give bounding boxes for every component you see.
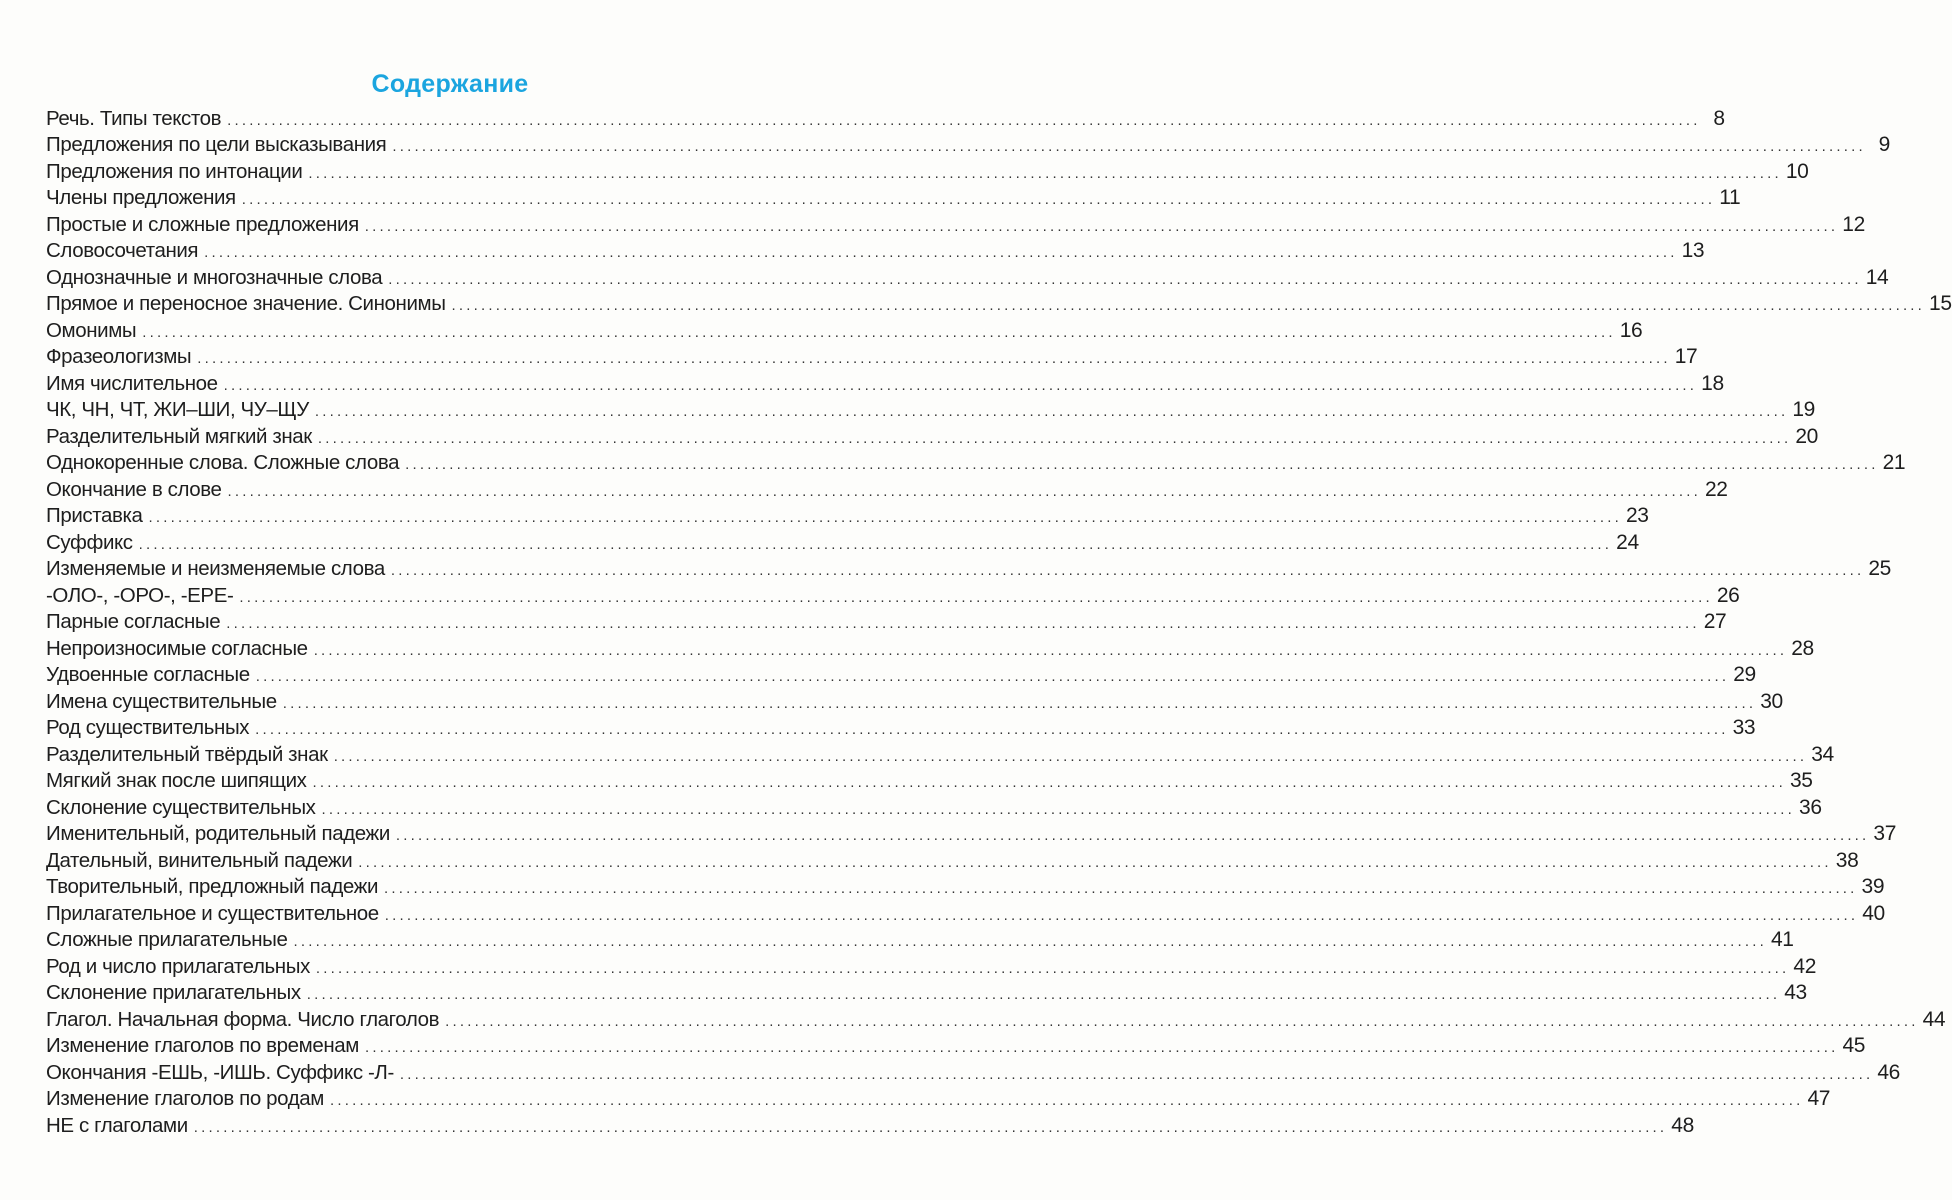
toc-entry-title: Омонимы <box>46 318 137 342</box>
dot-leader: ........................................................................................................................................................................................................ <box>364 217 1839 235</box>
toc-entry[interactable] <box>46 581 1740 608</box>
toc-entry-page: 17 <box>1674 345 1698 368</box>
toc-entry[interactable] <box>46 237 1705 264</box>
toc-entry-page: 24 <box>1616 530 1639 554</box>
toc-entry-page: 37 <box>1873 822 1896 845</box>
toc-entry[interactable] <box>46 608 1727 635</box>
toc-entry[interactable] <box>46 449 1906 476</box>
toc-entry-title: Предложения по интонации <box>46 159 303 183</box>
toc-entry-page: 9 <box>1878 133 1890 156</box>
toc-entry[interactable] <box>46 926 1794 953</box>
toc-entry-title: Дательный, винительный падежи <box>46 848 353 872</box>
dot-leader: ........................................................................................................................................................................................................ <box>392 138 1866 155</box>
toc-entry-title: Парные согласные <box>46 610 221 633</box>
toc-entry[interactable] <box>46 396 1815 423</box>
toc-entry[interactable] <box>46 131 1890 158</box>
dot-leader: ........................................................................................................................................................................................................ <box>239 588 1713 606</box>
toc-entry-title: Склонение существительных <box>46 795 316 819</box>
dot-leader: ........................................................................................................................................................................................................ <box>314 403 1789 420</box>
dot-leader: ........................................................................................................................................................................................................ <box>255 721 1729 738</box>
toc-entry-title: НЕ с глаголами <box>46 1113 188 1137</box>
dot-leader: ........................................................................................................................................................................................................ <box>142 323 1616 341</box>
toc-entry[interactable] <box>46 184 1741 211</box>
dot-leader: ........................................................................................................................................................................................................ <box>193 1118 1668 1136</box>
toc-entry-page: 30 <box>1760 689 1783 713</box>
toc-entry-title: Глагол. Начальная форма. Число глаголов <box>46 1007 440 1031</box>
toc-entry-title: Род и число прилагательных <box>46 954 310 978</box>
toc-entry-page: 11 <box>1719 186 1741 209</box>
toc-entry-title: Изменяемые и неизменяемые слова <box>46 557 385 580</box>
toc-entry[interactable] <box>46 316 1643 343</box>
dot-leader: ........................................................................................................................................................................................................ <box>384 906 1859 924</box>
dot-leader: ........................................................................................................................................................................................................ <box>405 456 1879 473</box>
toc-entry-title: Имя числительное <box>46 371 218 395</box>
toc-entry[interactable] <box>46 369 1724 396</box>
dot-leader: ........................................................................................................................................................................................................ <box>333 747 1808 765</box>
toc-entry-page: 23 <box>1626 504 1649 527</box>
toc-entry[interactable] <box>46 899 1885 926</box>
dot-leader: ........................................................................................................................................................................................................ <box>308 164 1782 182</box>
toc-entry[interactable] <box>46 979 1807 1006</box>
toc-entry[interactable] <box>46 1085 1831 1112</box>
dot-leader: ........................................................................................................................................................................................................ <box>329 1092 1804 1109</box>
toc-entry-page: 13 <box>1681 239 1705 262</box>
toc-entry-page: 15 <box>1929 292 1952 315</box>
toc-entry[interactable] <box>46 714 1756 741</box>
toc-entry-page: 29 <box>1733 663 1756 686</box>
dot-leader: ........................................................................................................................................................................................................ <box>321 800 1796 818</box>
dot-leader: ........................................................................................................................................................................................................ <box>384 880 1858 897</box>
toc-entry-page: 36 <box>1799 795 1822 819</box>
dot-leader: ........................................................................................................................................................................................................ <box>312 774 1786 791</box>
toc-entry[interactable] <box>46 740 1834 767</box>
toc-entry-page: 39 <box>1861 875 1885 898</box>
toc-entry[interactable] <box>46 767 1813 794</box>
toc-entry-page: 42 <box>1793 954 1816 978</box>
toc-entry-title: Фразеологизмы <box>46 345 192 368</box>
toc-entry-page: 44 <box>1922 1007 1946 1031</box>
toc-entry[interactable] <box>46 1058 1900 1085</box>
dot-leader: ........................................................................................................................................................................................................ <box>226 615 1700 632</box>
dot-leader: ........................................................................................................................................................................................................ <box>293 933 1768 950</box>
toc-entry-page: 33 <box>1732 716 1756 739</box>
toc-entry-page: 45 <box>1842 1034 1866 1057</box>
toc-entry-page: 41 <box>1771 928 1794 951</box>
toc-entry[interactable] <box>46 820 1896 847</box>
dot-leader: ........................................................................................................................................................................................................ <box>313 641 1788 659</box>
dot-leader: ........................................................................................................................................................................................................ <box>148 509 1623 526</box>
toc-entry-title: ЧК, ЧН, ЧТ, ЖИ–ШИ, ЧУ–ЩУ <box>46 398 309 421</box>
toc-entry-title: -ОЛО-, -ОРО-, -ЕРЕ- <box>46 583 234 607</box>
toc-entry-title: Речь. Типы текстов <box>46 106 222 130</box>
toc-entry-page: 12 <box>1842 212 1865 236</box>
toc-entry[interactable] <box>46 687 1783 714</box>
toc-entry[interactable] <box>46 104 1725 131</box>
dot-leader: ........................................................................................................................................................................................................ <box>197 350 1671 367</box>
dot-leader: ........................................................................................................................................................................................................ <box>451 297 1926 314</box>
toc-entry-page: 20 <box>1795 424 1818 448</box>
toc-entry-page: 10 <box>1785 159 1809 183</box>
toc-entry-title: Творительный, предложный падежи <box>46 875 379 898</box>
dot-leader: ........................................................................................................................................................................................................ <box>227 482 1702 500</box>
dot-leader: ........................................................................................................................................................................................................ <box>204 244 1678 261</box>
toc-entry[interactable] <box>46 475 1728 502</box>
toc-entry[interactable] <box>46 502 1649 529</box>
toc-entry-page: 43 <box>1784 981 1807 1004</box>
toc-entry-page: 19 <box>1792 398 1815 421</box>
toc-entry-title: Приставка <box>46 504 143 527</box>
dot-leader: ........................................................................................................................................................................................................ <box>317 429 1792 447</box>
toc-entry-title: Склонение прилагательных <box>46 981 301 1004</box>
toc-entry-page: 35 <box>1789 769 1813 792</box>
toc-entry[interactable] <box>46 873 1885 900</box>
toc-entry-title: Однокоренные слова. Сложные слова <box>46 451 400 474</box>
toc-entry[interactable] <box>46 634 1814 661</box>
toc-entry[interactable] <box>46 290 1952 317</box>
toc-entry[interactable] <box>46 1032 1866 1059</box>
toc-entry-title: Окончание в слове <box>46 477 222 501</box>
toc-entry-page: 48 <box>1671 1113 1694 1137</box>
toc-entry-title: Сложные прилагательные <box>46 928 288 951</box>
toc-entry-title: Изменение глаголов по временам <box>46 1034 359 1057</box>
toc-entry[interactable] <box>46 528 1639 555</box>
toc-entry-title: Словосочетания <box>46 239 199 262</box>
toc-entry[interactable] <box>46 846 1859 873</box>
toc-entry-title: Простые и сложные предложения <box>46 212 359 236</box>
dot-leader: ........................................................................................................................................................................................................ <box>315 959 1790 977</box>
toc-entry[interactable] <box>46 422 1818 449</box>
toc-entry-page: 21 <box>1882 451 1906 474</box>
toc-entry-page: 27 <box>1703 610 1727 633</box>
toc-entry-title: Предложения по цели высказывания <box>46 133 387 156</box>
toc-entry-title: Прямое и переносное значение. Синонимы <box>46 292 446 315</box>
toc-entry-title: Окончания -ЕШЬ, -ИШЬ. Суффикс -Л- <box>46 1060 394 1084</box>
toc-entry[interactable] <box>46 793 1822 820</box>
toc-entry-title: Удвоенные согласные <box>46 663 250 686</box>
toc-entry-title: Род существительных <box>46 716 250 739</box>
toc-entry-title: Мягкий знак после шипящих <box>46 769 307 792</box>
toc-entry[interactable] <box>46 263 1889 290</box>
toc-entry-page: 22 <box>1705 477 1728 501</box>
page-title: Содержание <box>371 70 529 98</box>
table-of-contents <box>46 104 1952 1138</box>
toc-entry-page: 16 <box>1619 318 1643 342</box>
toc-entry-page: 18 <box>1701 371 1724 395</box>
toc-entry-title: Непроизносимые согласные <box>46 636 308 660</box>
toc-entry-title: Именительный, родительный падежи <box>46 822 390 845</box>
dot-leader: ........................................................................................................................................................................................................ <box>445 1012 1919 1030</box>
toc-entry-title: Прилагательное и существительное <box>46 901 379 925</box>
dot-leader: ........................................................................................................................................................................................................ <box>388 270 1862 288</box>
dot-leader: ........................................................................................................................................................................................................ <box>390 562 1865 579</box>
toc-entry-page: 47 <box>1807 1087 1831 1110</box>
dot-leader: ........................................................................................................................................................................................................ <box>255 668 1730 685</box>
dot-leader: ........................................................................................................................................................................................................ <box>306 986 1781 1003</box>
toc-entry-title: Суффикс <box>46 530 133 554</box>
toc-entry-title: Разделительный мягкий знак <box>46 424 312 448</box>
dot-leader: ........................................................................................................................................................................................................ <box>138 535 1613 553</box>
toc-entry-title: Изменение глаголов по родам <box>46 1087 324 1110</box>
toc-entry-page: 40 <box>1862 901 1885 925</box>
dot-leader: ........................................................................................................................................................................................................ <box>227 111 1701 129</box>
toc-entry-page: 25 <box>1868 557 1891 580</box>
dot-leader: ........................................................................................................................................................................................................ <box>399 1065 1874 1083</box>
toc-entry-page: 28 <box>1791 636 1814 660</box>
dot-leader: ........................................................................................................................................................................................................ <box>358 853 1832 871</box>
toc-entry-title: Имена существительные <box>46 689 277 713</box>
toc-entry-page: 46 <box>1877 1060 1900 1084</box>
toc-entry-page: 26 <box>1716 583 1740 607</box>
toc-entry[interactable] <box>46 952 1816 979</box>
toc-entry[interactable] <box>46 555 1891 582</box>
toc-entry-page: 38 <box>1835 848 1859 872</box>
toc-entry-page: 34 <box>1811 742 1834 766</box>
dot-leader: ........................................................................................................................................................................................................ <box>223 376 1698 394</box>
dot-leader: ........................................................................................................................................................................................................ <box>395 827 1870 844</box>
dot-leader: ........................................................................................................................................................................................................ <box>241 191 1716 208</box>
toc-entry[interactable] <box>46 661 1756 688</box>
toc-entry-title: Разделительный твёрдый знак <box>46 742 328 766</box>
toc-entry[interactable] <box>46 1111 1694 1138</box>
toc-entry-page: 14 <box>1865 265 1889 289</box>
dot-leader: ........................................................................................................................................................................................................ <box>364 1039 1839 1056</box>
toc-entry-page: 8 <box>1713 106 1725 130</box>
toc-entry[interactable] <box>46 210 1865 237</box>
dot-leader: ........................................................................................................................................................................................................ <box>282 694 1757 712</box>
toc-entry-title: Однозначные и многозначные слова <box>46 265 383 289</box>
toc-entry[interactable] <box>46 343 1698 370</box>
toc-entry-title: Члены предложения <box>46 186 236 209</box>
toc-entry[interactable] <box>46 157 1809 184</box>
toc-entry[interactable] <box>46 1005 1946 1032</box>
